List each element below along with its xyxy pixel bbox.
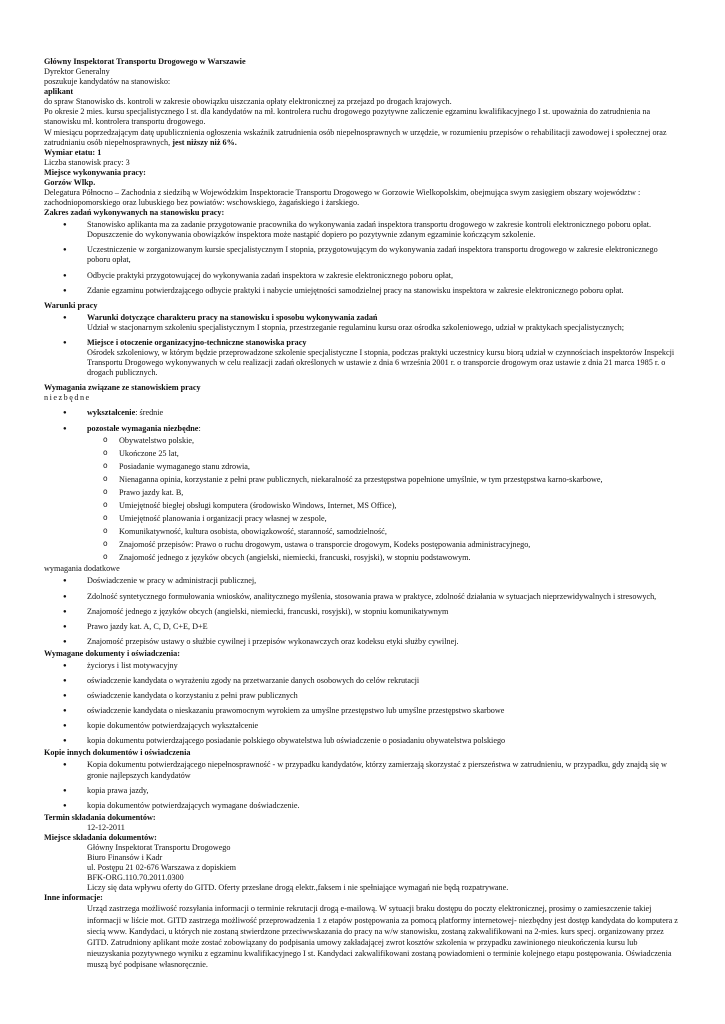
requirement-item: o Znajomość przepisów: Prawo o ruchu drogowym, ustawa o transporcie drogowym, Kodeks postępowania administracyjnego, [119,540,681,550]
other-documents-list [44,760,681,810]
other-document-item: ● kopia prawa jazdy, [87,786,681,796]
task-item: ● Uczestniczenie w zorganizowanym kursie specjalistycznym I stopnia, przygotowującym do wykonywania zadań inspektora transportu drogowego w zakresie elektronicznego poboru opłat, [87,245,681,265]
documents-heading: Wymagane dokumenty i oświadczenia: [44,648,180,658]
deadline-heading: Termin składania dokumentów: [44,812,156,822]
additional-label: wymagania dodatkowe [44,564,120,574]
disability-text: W miesiącu poprzedzającym datę upublicznienia ogłoszenia wskaźnik zatrudnienia osób niepełnosprawnych w urzędzie, w rozumieniu przepisów o rehabilitacji zawodowej i społecznej oraz zatrudnianiu osób niepełnosprawnych, [44,127,667,147]
requirement-item: o Obywatelstwo polskie, [119,436,681,446]
condition-title: ● Miejsce i otoczenie organizacyjno-techniczne stanowiska pracy [87,337,307,347]
condition-text: Ośrodek szkoleniowy, w którym będzie przeprowadzone szkolenie specjalistyczne I stopnia, podczas praktyki uczestnicy kursu biorą udział w czynnościach inspektorów Inspekcji Transportu Drogowego wykonywanych w celu realizacji zadań określonych w ustawie z dnia 6 września 2001 r. o transporcie drogowym oraz ustawie z dnia 21 marca 1985 r. o drogach publicznych. [87,348,675,378]
requirement-item: o Umiejętność biegłej obsługi komputera (środowisko Windows, Internet, MS Office), [119,501,681,511]
education-requirement [87,408,681,418]
condition-item [87,338,681,378]
other-documents-heading: Kopie innych dokumentów i oświadczenia [44,748,191,758]
conditions-list [44,313,681,378]
tasks-list [44,220,681,295]
mandatory-list [44,408,681,563]
positions-count: Liczba stanowisk pracy: 3 [44,157,130,167]
position-description-2: Po okresie 2 mies. kursu specjalistycznego I st. dla kandydatów na mł. kontrolera ruchu drogowego pozytywne zaliczenie egzaminu kwalifikacyjnego I st. upoważnia do zatrudnienia na stanowisku mł. kontrolera transportu drogowego. [44,107,651,127]
document-item: ● życiorys i list motywacyjny [87,661,681,671]
requirement-item: o Znajomość jednego z języków obcych (angielski, niemiecki, francuski, rosyjski), w stopniu podstawowym. [119,553,681,563]
task-item: ● Odbycie praktyki przygotowującej do wykonywania zadań inspektora w zakresie elektronicznego poboru opłat, [87,271,681,281]
other-requirements-colon: : [198,423,201,433]
requirement-item: o Komunikatywność, kultura osobista, obowiązkowość, staranność, samodzielność, [119,527,681,537]
additional-item: ● Prawo jazdy kat. A, C, D, C+E, D+E [87,622,681,632]
documents-list [44,661,681,746]
requirement-item: o Prawo jazdy kat. B, [119,488,681,498]
submission-line: Liczy się data wpływu oferty do GITD. Oferty przesłane drogą elektr.,faksem i nie spełniające wymagań nie będą rozpatrywane. [87,883,509,893]
disability-paragraph [44,128,681,148]
additional-item: ● Doświadczenie w pracy w administracji publicznej, [87,576,681,586]
position-name: aplikant [44,87,74,97]
fte-label: Wymiar etatu: 1 [44,147,102,157]
director-title: Dyrektor Generalny [44,67,110,77]
other-requirements [87,424,681,564]
info-heading: Inne informacje: [44,893,103,903]
mandatory-label: niezbędne [44,393,91,403]
requirement-item: o Nienaganna opinia, korzystanie z pełni praw publicznych, niekaralność za przestępstwa popełnione umyślnie, w tym przestępstwa karno-skarbowe, [119,475,681,485]
education-label: wykształcenie [87,408,136,418]
disability-rate: jest niższy niż 6%. [172,137,237,147]
other-document-item: ● kopia dokumentów potwierdzających wymagane doświadczenie. [87,801,681,811]
condition-title: ● Warunki dotyczące charakteru pracy na stanowisku i sposobu wykonywania zadań [87,312,378,322]
submission-line: ul. Postępu 21 02-676 Warszawa z dopiskiem [87,863,237,873]
education-value: : średnie [135,408,164,418]
other-requirements-label: pozostałe wymagania niezbędne [87,423,199,433]
condition-text: Udział w stacjonarnym szkoleniu specjalistycznym I stopnia, przestrzeganie regulaminu kursu oraz ośrodka szkoleniowego, udział w praktykach specjalistycznych; [87,322,625,332]
requirements-heading: Wymagania związane ze stanowiskiem pracy [44,383,201,393]
submission-address [44,843,681,893]
requirement-item: o Posiadanie wymaganego stanu zdrowia, [119,462,681,472]
task-item: ● Stanowisko aplikanta ma za zadanie przygotowanie pracownika do wykonywania zadań inspektora transportu drogowego w zakresie kontroli elektronicznego poboru opłat. Dopuszczenie do wykonywania obowiązków inspektora może nastąpić dopiero po pozytywnie zdanym egzaminie kończącym szkolenie. [87,220,681,240]
location-city: Gorzów Wlkp. [44,177,96,187]
task-item: ● Zdanie egzaminu potwierdzającego odbycie praktyki i nabycie umiejętności samodzielnej pracy na stanowisku inspektora w zakresie elektronicznego poboru opłat. [87,286,681,296]
additional-item: ● Znajomość jednego z języków obcych (angielski, niemiecki, francuski, rosyjski), w stopniu komunikatywnym [87,607,681,617]
other-document-item: ● Kopia dokumentu potwierdzającego niepełnosprawność - w przypadku kandydatów, którzy zamierzają skorzystać z pierszeństwa w zatrudnieniu, w przypadku, gdy znajdą się w gronie najlepszych kandydatów [87,760,681,780]
tasks-heading: Zakres zadań wykonywanych na stanowisku pracy: [44,208,225,218]
location-description: Delegatura Północno – Zachodnia z siedzibą w Wojewódzkim Inspektoracie Transportu Drogowego w Gorzowie Wielkopolskim, obejmująca swym zasięgiem obszary województw : zachodniopomorskiego oraz lubuskiego bez powiatów: wschowskiego, żagańskiego i żarskiego. [44,188,641,208]
document-item: ● oświadczenie kandydata o nieskazaniu prawomocnym wyrokiem za umyślne przestępstwo lub umyślne przestępstwo skarbowe [87,706,681,716]
position-description: do spraw Stanowisko ds. kontroli w zakresie obowiązku uiszczania opłaty elektronicznej za przejazd po drogach krajowych. [44,97,452,107]
location-heading: Miejsce wykonywania pracy: [44,167,146,177]
other-requirements-list [87,436,681,564]
requirement-item: o Ukończone 25 lat, [119,449,681,459]
additional-item: ● Znajomość przepisów ustawy o służbie cywilnej i przepisów wykonawczych oraz kodeksu etyki służby cywilnej. [87,637,681,647]
additional-list [44,576,681,646]
info-text: Urząd zastrzega możliwość rozsyłania informacji o terminie rekrutacji drogą e-mailową. W sytuacji braku dostępu do poczty elektronicznej, prosimy o zamieszczenie takiej informacji w liście mot. GITD zastrzega możliwość przeprowadzenia 1 z etapów postępowania za pomocą platformy internetowej- niezbędny jest dostęp kandydata do komputera z siecią www. Kandydaci, u których nie zostaną stwierdzone przeciwwskazania do pracy na w/w stanowisku, zostaną zakwalifikowani na 2-mies. kurs specj. organizowany przez GITD. Zatrudniony aplikant może zostać zobowiązany do podpisania umowy zakładającej zwrot kosztów szkolenia w przypadku zawinionego nieukończenia kursu lub nieuzyskania pozytywnego wyniku z egzaminu kwalifikacyjnego I st. Kandydaci zakwalifikowani zostaną powiadomieni o terminie kolejnego etapu postępowania. Oświadczenia muszą być podpisane własnoręcznie. [87,904,678,970]
document-item: ● oświadczenie kandydata o korzystaniu z pełni praw publicznych [87,691,681,701]
document-item: ● kopia dokumentu potwierdzającego posiadanie polskiego obywatelstwa lub oświadczenie o posiadaniu obywatelstwa polskiego [87,736,681,746]
document-item: ● kopie dokumentów potwierdzających wykształcenie [87,721,681,731]
additional-item: ● Zdolność syntetycznego formułowania wniosków, analitycznego myślenia, stosowania prawa w praktyce, zdolność działania w sytuacjach nieprzewidywalnych i stresowych, [87,592,681,602]
document-item: ● oświadczenie kandydata o wyrażeniu zgody na przetwarzanie danych osobowych do celów rekrutacji [87,676,681,686]
submission-line: Biuro Finansów i Kadr [87,853,163,863]
institution-name: Główny Inspektorat Transportu Drogowego w Warszawie [44,57,246,66]
submission-line: BFK-ORG.110.70.2011.0300 [87,873,184,883]
submission-line: Główny Inspektorat Transportu Drogowego [87,843,231,852]
seeking-text: poszukuje kandydatów na stanowisko: [44,77,171,87]
condition-item [87,313,681,333]
conditions-heading: Warunki pracy [44,300,98,310]
submission-heading: Miejsce składania dokumentów: [44,832,157,842]
deadline-date: 12-12-2011 [87,822,125,832]
requirement-item: o Umiejętność planowania i organizacji pracy własnej w zespole, [119,514,681,524]
